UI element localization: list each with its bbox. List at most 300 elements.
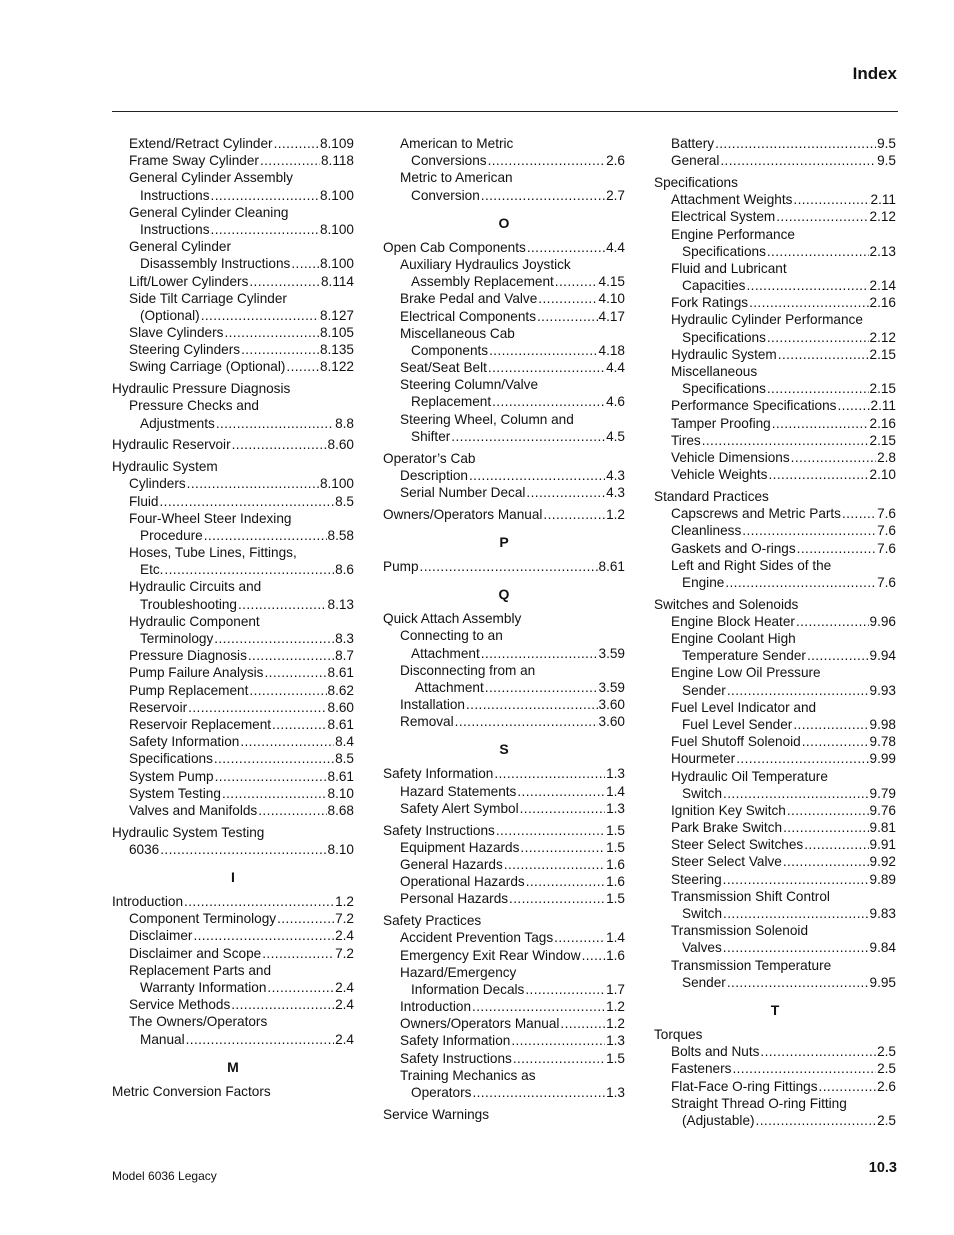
index-term: Introduction — [112, 894, 184, 910]
dot-leader — [472, 998, 605, 1015]
index-subentry — [383, 273, 625, 290]
dot-leader — [793, 191, 869, 208]
header-divider — [112, 111, 898, 112]
index-subentry — [112, 475, 354, 492]
index-term: Steering — [671, 871, 722, 887]
dot-leader — [201, 307, 319, 324]
page-reference: 2.16 — [869, 295, 896, 311]
page-reference: 8.68 — [327, 802, 354, 818]
index-subentry — [112, 187, 354, 204]
index-subentry — [383, 645, 625, 662]
dot-leader — [272, 716, 326, 733]
page-reference: 1.4 — [606, 930, 625, 946]
page-reference: 4.4 — [606, 360, 625, 376]
index-term: Torques — [654, 1026, 703, 1042]
index-subentry — [654, 733, 896, 750]
page-reference: 9.5 — [877, 153, 896, 169]
index-term: Quick Attach Assembly — [383, 611, 522, 627]
index-term: Hazard/Emergency — [400, 964, 517, 980]
index-subentry — [654, 574, 896, 591]
page-reference: 3.59 — [598, 679, 625, 695]
index-term: Specifications — [682, 381, 766, 397]
index-term: Reservoir Replacement — [129, 716, 272, 732]
index-term: Connecting to an — [400, 628, 503, 644]
index-entry-group — [112, 893, 354, 1048]
index-entry — [654, 488, 896, 505]
dot-leader — [248, 647, 334, 664]
index-term: Hydraulic System Testing — [112, 824, 265, 840]
index-term: 6036 — [129, 841, 160, 857]
index-subentry — [654, 346, 896, 363]
index-term: Service Warnings — [383, 1106, 490, 1122]
index-term: Disclaimer — [129, 928, 193, 944]
page-reference: 2.14 — [869, 278, 896, 294]
page-reference: 8.13 — [327, 596, 354, 612]
index-term: Hydraulic System — [671, 346, 777, 362]
page-reference: 8.58 — [327, 527, 354, 543]
page-number: 10.3 — [868, 1160, 897, 1176]
page-reference: 2.7 — [606, 187, 625, 203]
page-reference: 8.118 — [320, 153, 354, 169]
dot-leader — [749, 294, 868, 311]
page-reference: 2.5 — [877, 1112, 896, 1128]
page-reference: 4.17 — [598, 308, 625, 324]
dot-leader — [760, 1043, 876, 1060]
page-reference: 1.6 — [606, 947, 625, 963]
index-entry-group — [383, 765, 625, 817]
index-term: Tires — [671, 432, 701, 448]
dot-leader — [231, 996, 334, 1013]
dot-leader — [211, 221, 319, 238]
dot-leader — [538, 290, 597, 307]
index-subentry — [654, 415, 896, 432]
index-entry — [383, 1106, 625, 1123]
index-subentry — [654, 466, 896, 483]
index-subentry — [383, 783, 625, 800]
index-subentry — [112, 358, 354, 375]
section-letter: P — [499, 533, 509, 550]
index-subentry — [112, 273, 354, 290]
page-reference: 7.6 — [877, 523, 896, 539]
index-column-3 — [654, 135, 896, 1134]
index-subentry — [654, 557, 896, 574]
index-subentry — [112, 307, 354, 324]
index-subentry — [383, 187, 625, 204]
dot-leader — [736, 750, 868, 767]
index-subentry — [383, 856, 625, 873]
index-subentry — [112, 682, 354, 699]
index-subentry — [383, 342, 625, 359]
index-subentry — [654, 836, 896, 853]
index-subentry — [112, 169, 354, 186]
page-reference: 1.6 — [606, 874, 625, 890]
index-subentry — [383, 929, 625, 946]
index-term: Performance Specifications — [671, 398, 837, 414]
index-term: General Cylinder Cleaning — [129, 204, 289, 220]
index-term: Ignition Key Switch — [671, 802, 786, 818]
page-reference: 8.100 — [319, 256, 354, 272]
dot-leader — [224, 324, 319, 341]
index-term: Safety Instructions — [400, 1050, 512, 1066]
index-subentry — [654, 363, 896, 380]
page-reference: 8.100 — [319, 476, 354, 492]
page-reference: 3.59 — [598, 645, 625, 661]
page-reference: 9.79 — [869, 785, 896, 801]
index-subentry — [112, 945, 354, 962]
dot-leader — [727, 974, 869, 991]
index-term: Gaskets and O-rings — [671, 540, 796, 556]
index-term: Hydraulic Oil Temperature — [671, 768, 828, 784]
page-reference: 4.3 — [606, 467, 625, 483]
index-subentry — [383, 325, 625, 342]
index-subentry — [112, 290, 354, 307]
dot-leader — [264, 664, 326, 681]
index-subentry — [112, 613, 354, 630]
section-letter: I — [231, 869, 235, 886]
index-subentry — [383, 713, 625, 730]
index-subentry — [112, 785, 354, 802]
index-entry-group — [654, 1026, 896, 1129]
index-term: Sender — [682, 974, 726, 990]
index-term: Valves and Manifolds — [129, 802, 258, 818]
index-subentry — [654, 871, 896, 888]
index-term: Swing Carriage (Optional) — [129, 359, 286, 375]
index-subentry — [112, 716, 354, 733]
page-reference: 8.61 — [327, 665, 354, 681]
index-term: Seat/Seat Belt — [400, 360, 487, 376]
dot-leader — [274, 135, 319, 152]
footer-model: Model 6036 Legacy — [112, 1169, 217, 1183]
page-reference: 8.10 — [327, 841, 354, 857]
index-subentry — [383, 981, 625, 998]
section-letter: O — [498, 214, 510, 231]
index-entry — [383, 506, 625, 523]
index-entry-group — [383, 822, 625, 908]
dot-leader — [286, 358, 319, 375]
index-subentry — [654, 630, 896, 647]
dot-leader — [554, 929, 605, 946]
index-subentry — [112, 596, 354, 613]
index-subentry — [112, 979, 354, 996]
index-subentry — [383, 679, 625, 696]
index-term: Transmission Solenoid — [671, 923, 809, 939]
page-reference: 4.4 — [606, 239, 625, 255]
page-reference: 2.6 — [606, 153, 625, 169]
index-column-2 — [383, 135, 625, 1128]
index-entry — [112, 458, 354, 475]
index-term: Side Tilt Carriage Cylinder — [129, 290, 287, 306]
index-term: Electrical Components — [400, 308, 536, 324]
index-term: Shifter — [411, 428, 451, 444]
index-subentry — [112, 561, 354, 578]
index-term: (Optional) — [140, 307, 200, 323]
index-term: Safety Information — [129, 734, 240, 750]
dot-leader — [509, 890, 605, 907]
index-subentry — [112, 135, 354, 152]
index-term: Sender — [682, 682, 726, 698]
index-entry — [383, 239, 625, 256]
dot-leader — [481, 645, 598, 662]
page-reference: 9.76 — [869, 802, 896, 818]
index-subentry — [112, 415, 354, 432]
index-subentry — [654, 191, 896, 208]
dot-leader — [222, 785, 327, 802]
dot-leader — [723, 785, 868, 802]
index-term: Information Decals — [411, 981, 525, 997]
index-term: Fork Ratings — [671, 295, 749, 311]
index-term: Lift/Lower Cylinders — [129, 273, 249, 289]
index-subentry — [112, 152, 354, 169]
index-subentry — [383, 1084, 625, 1101]
index-subentry — [383, 428, 625, 445]
dot-leader — [258, 802, 326, 819]
index-term: Metric Conversion Factors — [112, 1083, 271, 1099]
index-subentry — [654, 449, 896, 466]
dot-leader — [492, 393, 605, 410]
dot-leader — [488, 359, 605, 376]
index-term: Fuel Level Sender — [682, 716, 793, 732]
index-term: Owners/Operators Manual — [400, 1016, 560, 1032]
index-term: Hydraulic System — [112, 459, 218, 475]
index-term: Fluid — [129, 493, 159, 509]
dot-leader — [537, 308, 598, 325]
dot-leader — [543, 506, 605, 523]
index-subentry — [654, 380, 896, 397]
dot-leader — [560, 1015, 605, 1032]
page-reference: 8.127 — [319, 307, 354, 323]
index-subentry — [654, 699, 896, 716]
index-subentry — [112, 578, 354, 595]
dot-leader — [451, 428, 605, 445]
index-term: Disclaimer and Scope — [129, 945, 262, 961]
dot-leader — [517, 783, 605, 800]
index-subentry — [654, 277, 896, 294]
dot-leader — [756, 1112, 877, 1129]
index-subentry — [654, 152, 896, 169]
index-term: Terminology — [140, 631, 214, 647]
page-reference: 1.4 — [606, 783, 625, 799]
page-reference: 9.93 — [869, 682, 896, 698]
index-term: Four-Wheel Steer Indexing — [129, 510, 292, 526]
index-subentry — [383, 890, 625, 907]
index-entry-group — [654, 488, 896, 591]
index-term: Conversions — [411, 153, 487, 169]
index-subentry — [654, 613, 896, 630]
dot-leader — [164, 561, 334, 578]
dot-leader — [842, 505, 876, 522]
index-entry-group — [383, 610, 625, 730]
index-term: Hydraulic Circuits and — [129, 579, 262, 595]
page-reference: 2.4 — [335, 928, 354, 944]
index-term: Training Mechanics as — [400, 1067, 536, 1083]
index-term: Engine Low Oil Pressure — [671, 665, 821, 681]
dot-leader — [767, 329, 869, 346]
index-entry-group — [383, 558, 625, 575]
index-term: Steering Column/Valve — [400, 377, 539, 393]
page-reference: 2.13 — [869, 243, 896, 259]
index-entry — [654, 596, 896, 613]
index-subentry — [383, 152, 625, 169]
index-term: Instructions — [140, 221, 210, 237]
dot-leader — [796, 613, 869, 630]
page-reference: 8.60 — [327, 699, 354, 715]
dot-leader — [787, 802, 869, 819]
page-reference: 4.3 — [606, 484, 625, 500]
index-subentry — [112, 910, 354, 927]
index-term: Safety Information — [383, 766, 494, 782]
index-term: Battery — [671, 136, 715, 151]
dot-leader — [232, 436, 327, 453]
index-entry — [383, 765, 625, 782]
page-reference: 2.15 — [869, 432, 896, 448]
index-term: Attachment — [415, 679, 484, 695]
index-subentry — [112, 493, 354, 510]
index-entry-group — [383, 239, 625, 445]
index-subentry — [654, 750, 896, 767]
page-reference: 8.100 — [319, 187, 354, 203]
dot-leader — [723, 939, 869, 956]
index-subentry — [112, 647, 354, 664]
index-term: Transmission Shift Control — [671, 888, 830, 904]
index-term: Tamper Proofing — [671, 415, 771, 431]
index-term: Steer Select Valve — [671, 854, 782, 870]
dot-leader — [715, 135, 876, 152]
index-term: Pressure Checks and — [129, 398, 259, 414]
dot-leader — [555, 273, 598, 290]
index-term: Serial Number Decal — [400, 484, 526, 500]
page-reference: 7.2 — [335, 945, 354, 961]
dot-leader — [582, 947, 606, 964]
dot-leader — [291, 255, 319, 272]
dot-leader — [249, 273, 320, 290]
index-term: Operational Hazards — [400, 874, 525, 890]
index-term: Procedure — [140, 527, 203, 543]
index-subentry — [654, 522, 896, 539]
index-term: Miscellaneous — [671, 364, 758, 380]
page-title: Index — [852, 64, 897, 83]
dot-leader — [527, 239, 605, 256]
index-term: Steering Wheel, Column and — [400, 411, 574, 427]
dot-leader — [249, 682, 326, 699]
index-term: Hoses, Tube Lines, Fittings, — [129, 545, 297, 561]
index-subentry — [654, 397, 896, 414]
index-term: Hourmeter — [671, 751, 736, 767]
index-entry-group — [112, 436, 354, 453]
page-reference: 1.2 — [606, 1016, 625, 1032]
page-reference: 4.15 — [598, 274, 625, 290]
index-entry — [112, 1083, 354, 1100]
page-reference: 8.3 — [335, 631, 354, 647]
index-term: The Owners/Operators — [129, 1014, 268, 1030]
index-term: Hydraulic Reservoir — [112, 437, 231, 453]
index-entry-group — [112, 824, 354, 858]
index-entry — [383, 610, 625, 627]
index-subentry — [383, 1067, 625, 1084]
dot-leader — [469, 467, 605, 484]
dot-leader — [793, 716, 868, 733]
index-subentry — [654, 1112, 896, 1129]
section-letter: S — [499, 741, 509, 758]
index-subentry — [654, 905, 896, 922]
index-subentry — [112, 238, 354, 255]
index-term: Specifications — [129, 751, 213, 767]
dot-leader — [216, 415, 334, 432]
index-entry-group — [112, 458, 354, 819]
index-term: Specifications — [682, 329, 766, 345]
index-term: Disconnecting from an — [400, 662, 536, 678]
index-term: Attachment — [411, 645, 480, 661]
index-subentry — [112, 544, 354, 561]
page-reference: 9.91 — [869, 837, 896, 853]
index-subentry — [383, 662, 625, 679]
index-subentry — [654, 682, 896, 699]
index-entry — [383, 912, 625, 929]
index-subentry — [112, 341, 354, 358]
index-entry-group — [383, 506, 625, 523]
index-subentry — [654, 208, 896, 225]
page-reference: 2.10 — [869, 467, 896, 483]
dot-leader — [420, 558, 598, 575]
index-term: Specifications — [682, 243, 766, 259]
index-column-1 — [112, 135, 354, 1105]
page-reference: 9.96 — [869, 613, 896, 629]
index-subentry — [654, 853, 896, 870]
index-subentry — [383, 964, 625, 981]
index-term: Removal — [400, 714, 454, 730]
page-reference: 1.2 — [335, 894, 354, 910]
index-subentry — [654, 939, 896, 956]
page-reference: 7.6 — [877, 506, 896, 522]
page-reference: 8.8 — [335, 415, 354, 431]
index-subentry — [383, 359, 625, 376]
index-entry-group — [654, 596, 896, 991]
index-term: Installation — [400, 697, 465, 713]
index-term: Specifications — [654, 174, 738, 190]
index-subentry — [654, 922, 896, 939]
index-subentry — [383, 290, 625, 307]
index-subentry — [383, 376, 625, 393]
index-subentry — [654, 802, 896, 819]
index-subentry — [383, 1032, 625, 1049]
page-reference: 8.62 — [327, 682, 354, 698]
index-term: Introduction — [400, 999, 472, 1015]
page-reference: 8.60 — [327, 437, 354, 453]
dot-leader — [520, 800, 605, 817]
index-term: Steering Cylinders — [129, 342, 241, 358]
page-reference: 2.8 — [877, 449, 896, 465]
page-reference: 8.61 — [598, 558, 625, 574]
page-reference: 1.2 — [606, 999, 625, 1015]
index-term: Vehicle Dimensions — [671, 449, 790, 465]
index-term: System Pump — [129, 768, 214, 784]
index-term: Safety Instructions — [383, 822, 495, 838]
index-term: Operator’s Cab — [383, 450, 476, 466]
index-subentry — [654, 505, 896, 522]
index-subentry — [112, 927, 354, 944]
dot-leader — [184, 893, 334, 910]
page-reference: 7.2 — [335, 911, 354, 927]
dot-leader — [186, 1031, 335, 1048]
page-reference: 1.3 — [606, 1085, 625, 1100]
index-subentry — [112, 996, 354, 1013]
index-term: Attachment Weights — [671, 192, 793, 208]
index-entry — [383, 558, 625, 575]
index-term: Electrical System — [671, 209, 776, 225]
index-term: Pump Replacement — [129, 682, 249, 698]
dot-leader — [511, 1032, 605, 1049]
page-reference: 1.3 — [606, 766, 625, 782]
index-entry — [654, 174, 896, 191]
